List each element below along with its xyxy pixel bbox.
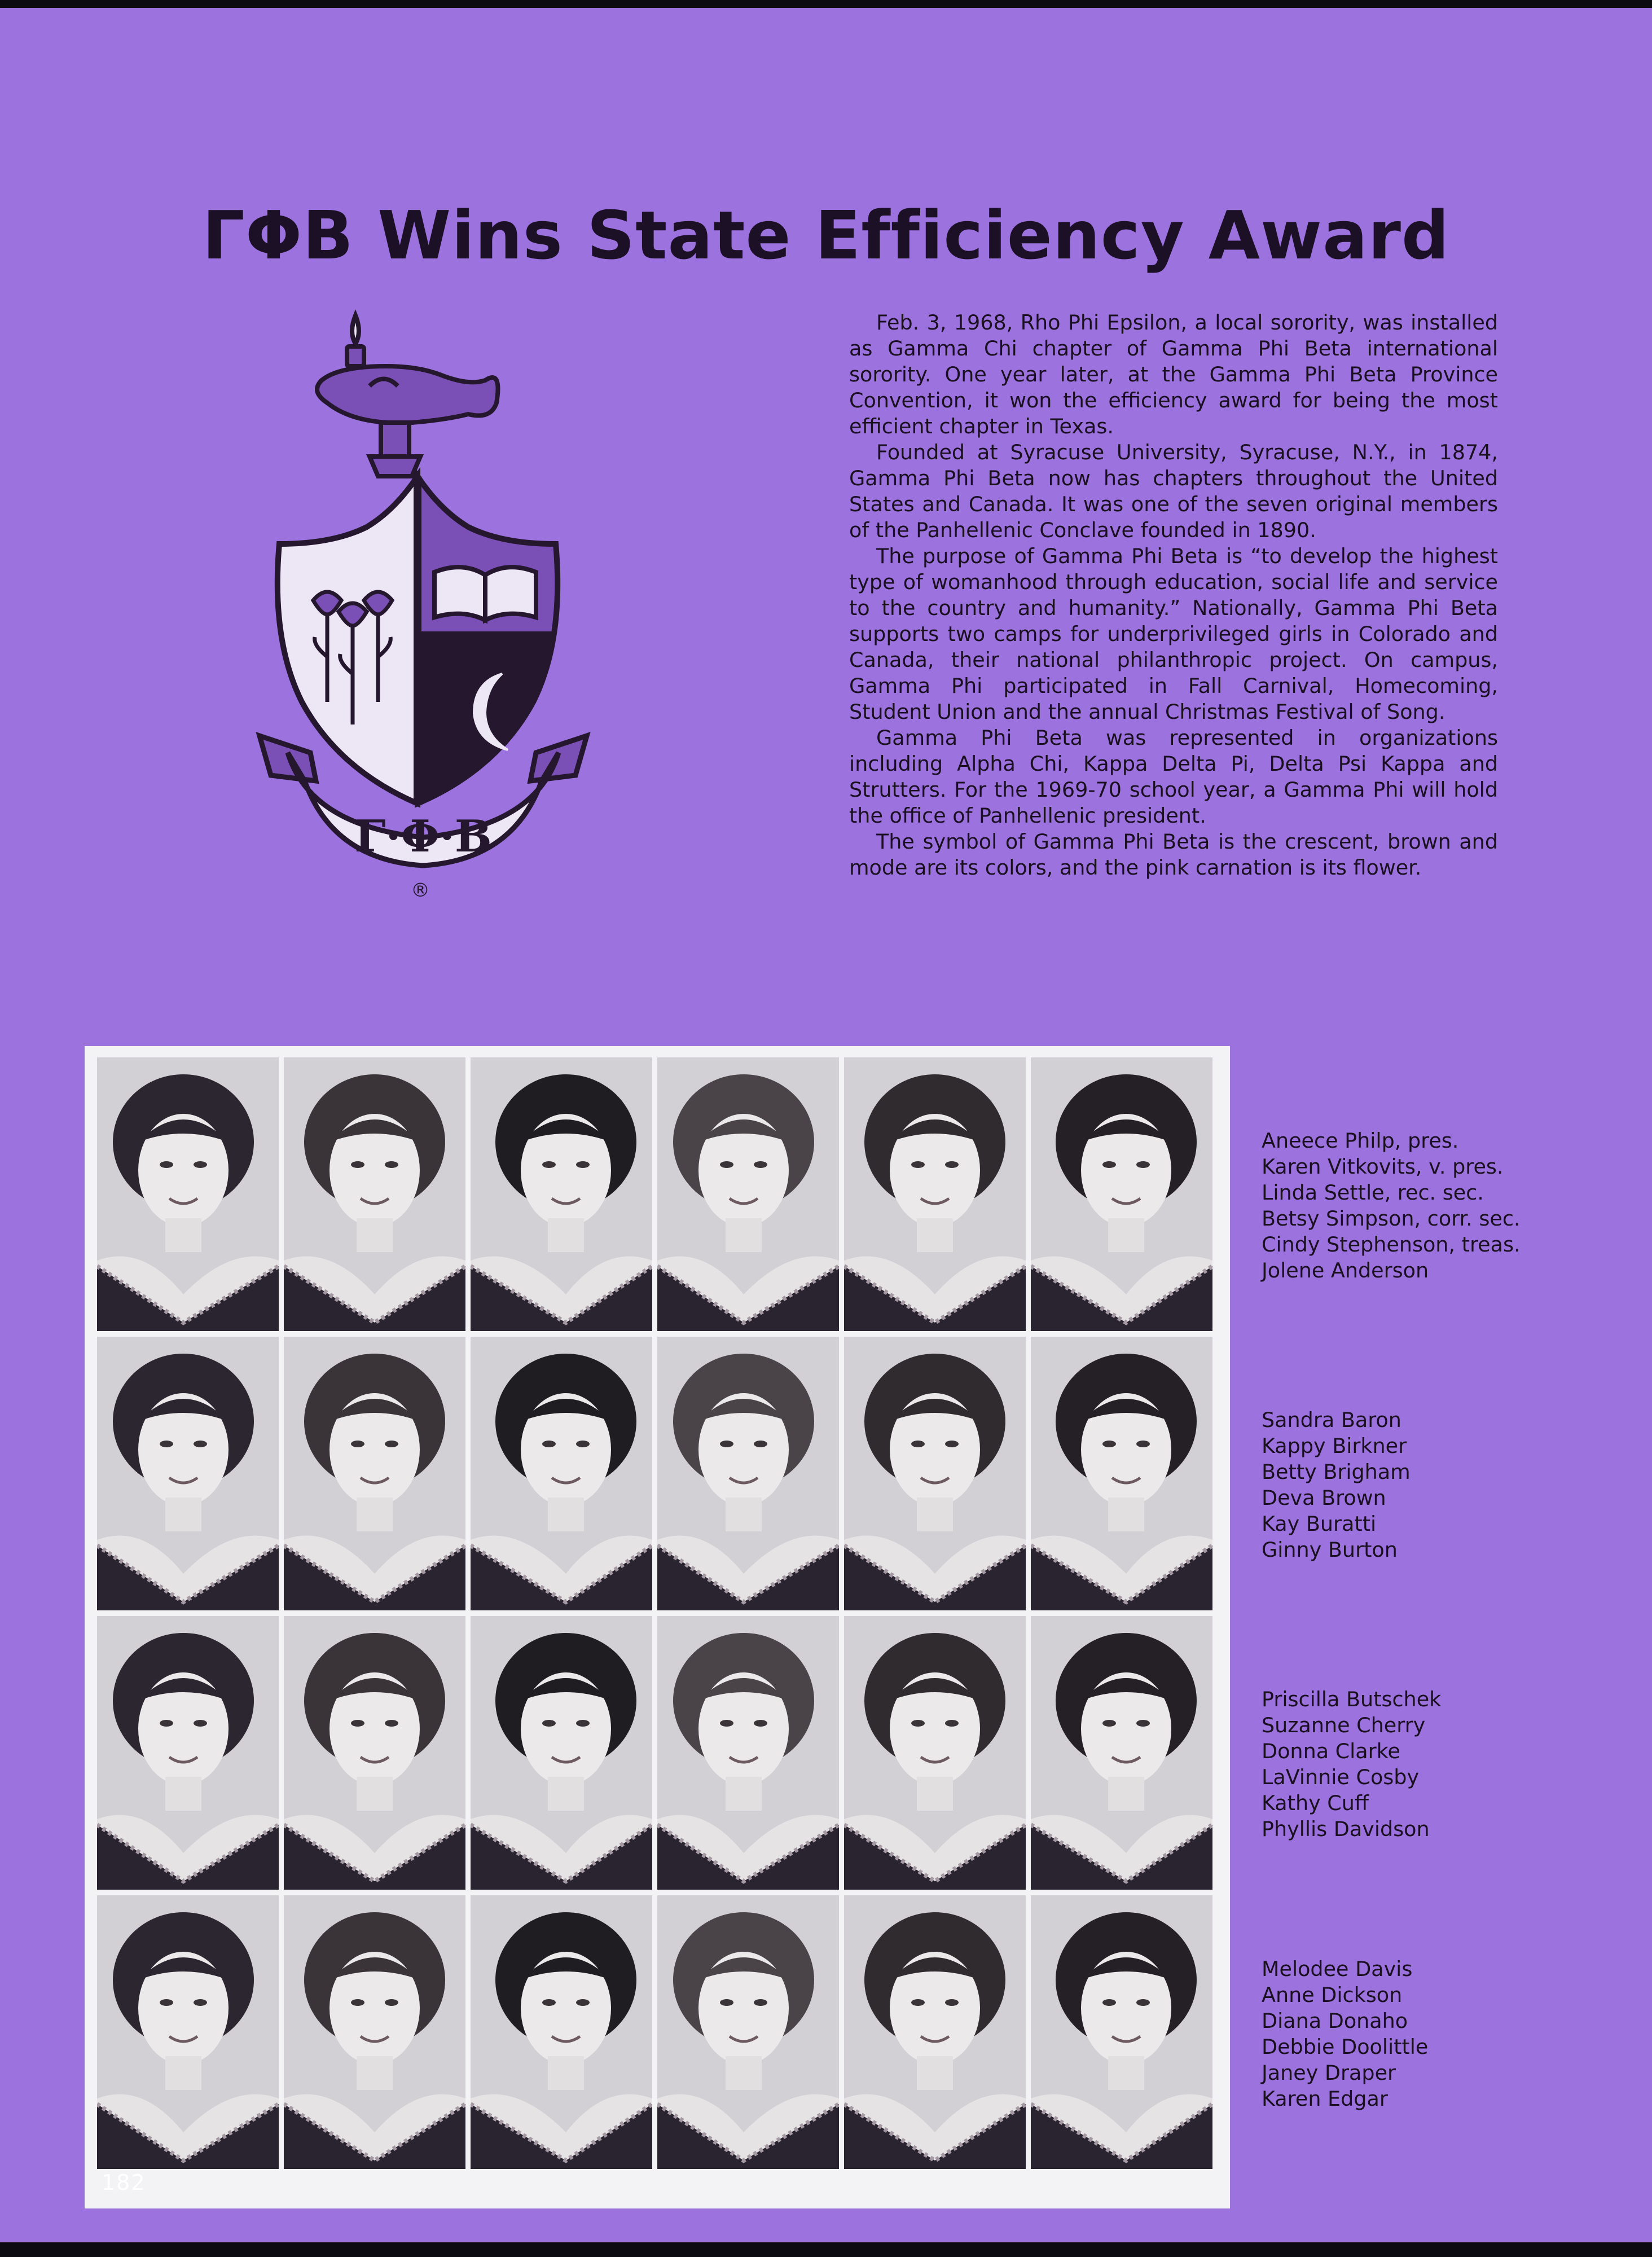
member-portrait bbox=[844, 1057, 1026, 1331]
paragraph-5: The symbol of Gamma Phi Beta is the crescent, brown and mode are its colors, and the pink carnation is its flower. bbox=[849, 829, 1498, 880]
member-name: Cindy Stephenson, treas. bbox=[1262, 1232, 1521, 1257]
member-name: Janey Draper bbox=[1262, 2061, 1396, 2085]
member-portrait bbox=[97, 1057, 279, 1331]
member-name: Jolene Anderson bbox=[1262, 1258, 1429, 1283]
paragraph-1: Feb. 3, 1968, Rho Phi Epsilon, a local sorority, was installed as Gamma Chi chapter of Gamma Phi Beta international sorority. One year later, at the Gamma Phi Beta Province Convention, it won the efficiency award for being the most efficient chapter in Texas. bbox=[849, 310, 1498, 438]
member-portrait bbox=[1031, 1057, 1212, 1331]
paragraph-2: Founded at Syracuse University, Syracuse, N.Y., in 1874, Gamma Phi Beta now has chapters throughout the United States and Canada. It was one of the seven original members of the Panhellenic Conclave founded in 1890. bbox=[849, 440, 1498, 542]
member-name: Kathy Cuff bbox=[1262, 1791, 1369, 1815]
member-portrait bbox=[844, 1337, 1026, 1610]
member-name: Betty Brigham bbox=[1262, 1460, 1411, 1484]
member-name: Karen Vitkovits, v. pres. bbox=[1262, 1154, 1504, 1179]
member-portrait bbox=[284, 1895, 465, 2169]
member-portrait bbox=[97, 1616, 279, 1890]
page-number: 182 bbox=[102, 2170, 146, 2195]
member-name: Kappy Birkner bbox=[1262, 1434, 1407, 1458]
member-name: Phyllis Davidson bbox=[1262, 1817, 1430, 1841]
member-portrait bbox=[1031, 1616, 1212, 1890]
member-portrait bbox=[471, 1337, 652, 1610]
member-name: Betsy Simpson, corr. sec. bbox=[1262, 1206, 1521, 1231]
member-portrait bbox=[657, 1337, 839, 1610]
member-name: Anne Dickson bbox=[1262, 1983, 1403, 2007]
registered-mark: ® bbox=[411, 879, 430, 902]
member-portrait bbox=[844, 1616, 1026, 1890]
member-name: Priscilla Butschek bbox=[1262, 1687, 1442, 1711]
member-name: Melodee Davis bbox=[1262, 1957, 1413, 1981]
gamma-phi-beta-crest bbox=[248, 307, 598, 911]
member-portrait bbox=[844, 1895, 1026, 2169]
member-portrait bbox=[1031, 1337, 1212, 1610]
member-portrait bbox=[471, 1895, 652, 2169]
member-portrait bbox=[284, 1616, 465, 1890]
member-name: Debbie Doolittle bbox=[1262, 2035, 1429, 2059]
member-portrait bbox=[284, 1057, 465, 1331]
member-portrait bbox=[97, 1337, 279, 1610]
member-portrait bbox=[97, 1895, 279, 2169]
member-name: Kay Buratti bbox=[1262, 1512, 1377, 1536]
member-portrait bbox=[284, 1337, 465, 1610]
member-name: Aneece Philp, pres. bbox=[1262, 1128, 1459, 1153]
member-portrait bbox=[657, 1057, 839, 1331]
member-name: Ginny Burton bbox=[1262, 1538, 1398, 1562]
banner-greek-letters: Γ·Φ·Β bbox=[354, 811, 492, 862]
member-portrait bbox=[471, 1616, 652, 1890]
names-row-4 bbox=[1262, 1956, 1628, 2112]
member-name: Sandra Baron bbox=[1262, 1408, 1401, 1432]
member-portrait bbox=[657, 1895, 839, 2169]
member-photo-panel bbox=[85, 1046, 1230, 2208]
member-portrait bbox=[1031, 1895, 1212, 2169]
portrait-grid bbox=[97, 1057, 1218, 2197]
member-name: Karen Edgar bbox=[1262, 2087, 1388, 2111]
member-name: Linda Settle, rec. sec. bbox=[1262, 1180, 1484, 1205]
yearbook-page bbox=[0, 8, 1652, 2242]
article-body bbox=[849, 310, 1498, 881]
member-name: Suzanne Cherry bbox=[1262, 1713, 1426, 1737]
names-row-2 bbox=[1262, 1407, 1628, 1563]
member-name: LaVinnie Cosby bbox=[1262, 1765, 1420, 1789]
paragraph-3: The purpose of Gamma Phi Beta is “to develop the highest type of womanhood through education, social life and service to the country and humanity.” Nationally, Gamma Phi Beta supports two camps for underprivileged girls in Colorado and Canada, their national philanthropic project. On campus, Gamma Phi participated in Fall Carnival, Homecoming, Student Union and the annual Christmas Festival of Song. bbox=[849, 544, 1498, 724]
member-name: Deva Brown bbox=[1262, 1486, 1386, 1510]
member-name: Donna Clarke bbox=[1262, 1739, 1400, 1763]
names-row-3 bbox=[1262, 1687, 1628, 1842]
headline: ΓΦΒ Wins State Efficiency Award bbox=[202, 196, 1450, 275]
paragraph-4: Gamma Phi Beta was represented in organizations including Alpha Chi, Kappa Delta Pi, Delta Psi Kappa and Strutters. For the 1969-70 school year, a Gamma Phi will hold the office of Panhellenic president. bbox=[849, 726, 1498, 828]
names-row-1 bbox=[1262, 1128, 1628, 1284]
member-portrait bbox=[471, 1057, 652, 1331]
member-portrait bbox=[657, 1616, 839, 1890]
book-icon bbox=[434, 567, 536, 620]
shield-icon bbox=[278, 476, 557, 803]
member-name: Diana Donaho bbox=[1262, 2009, 1408, 2033]
lamp-icon bbox=[317, 315, 498, 476]
